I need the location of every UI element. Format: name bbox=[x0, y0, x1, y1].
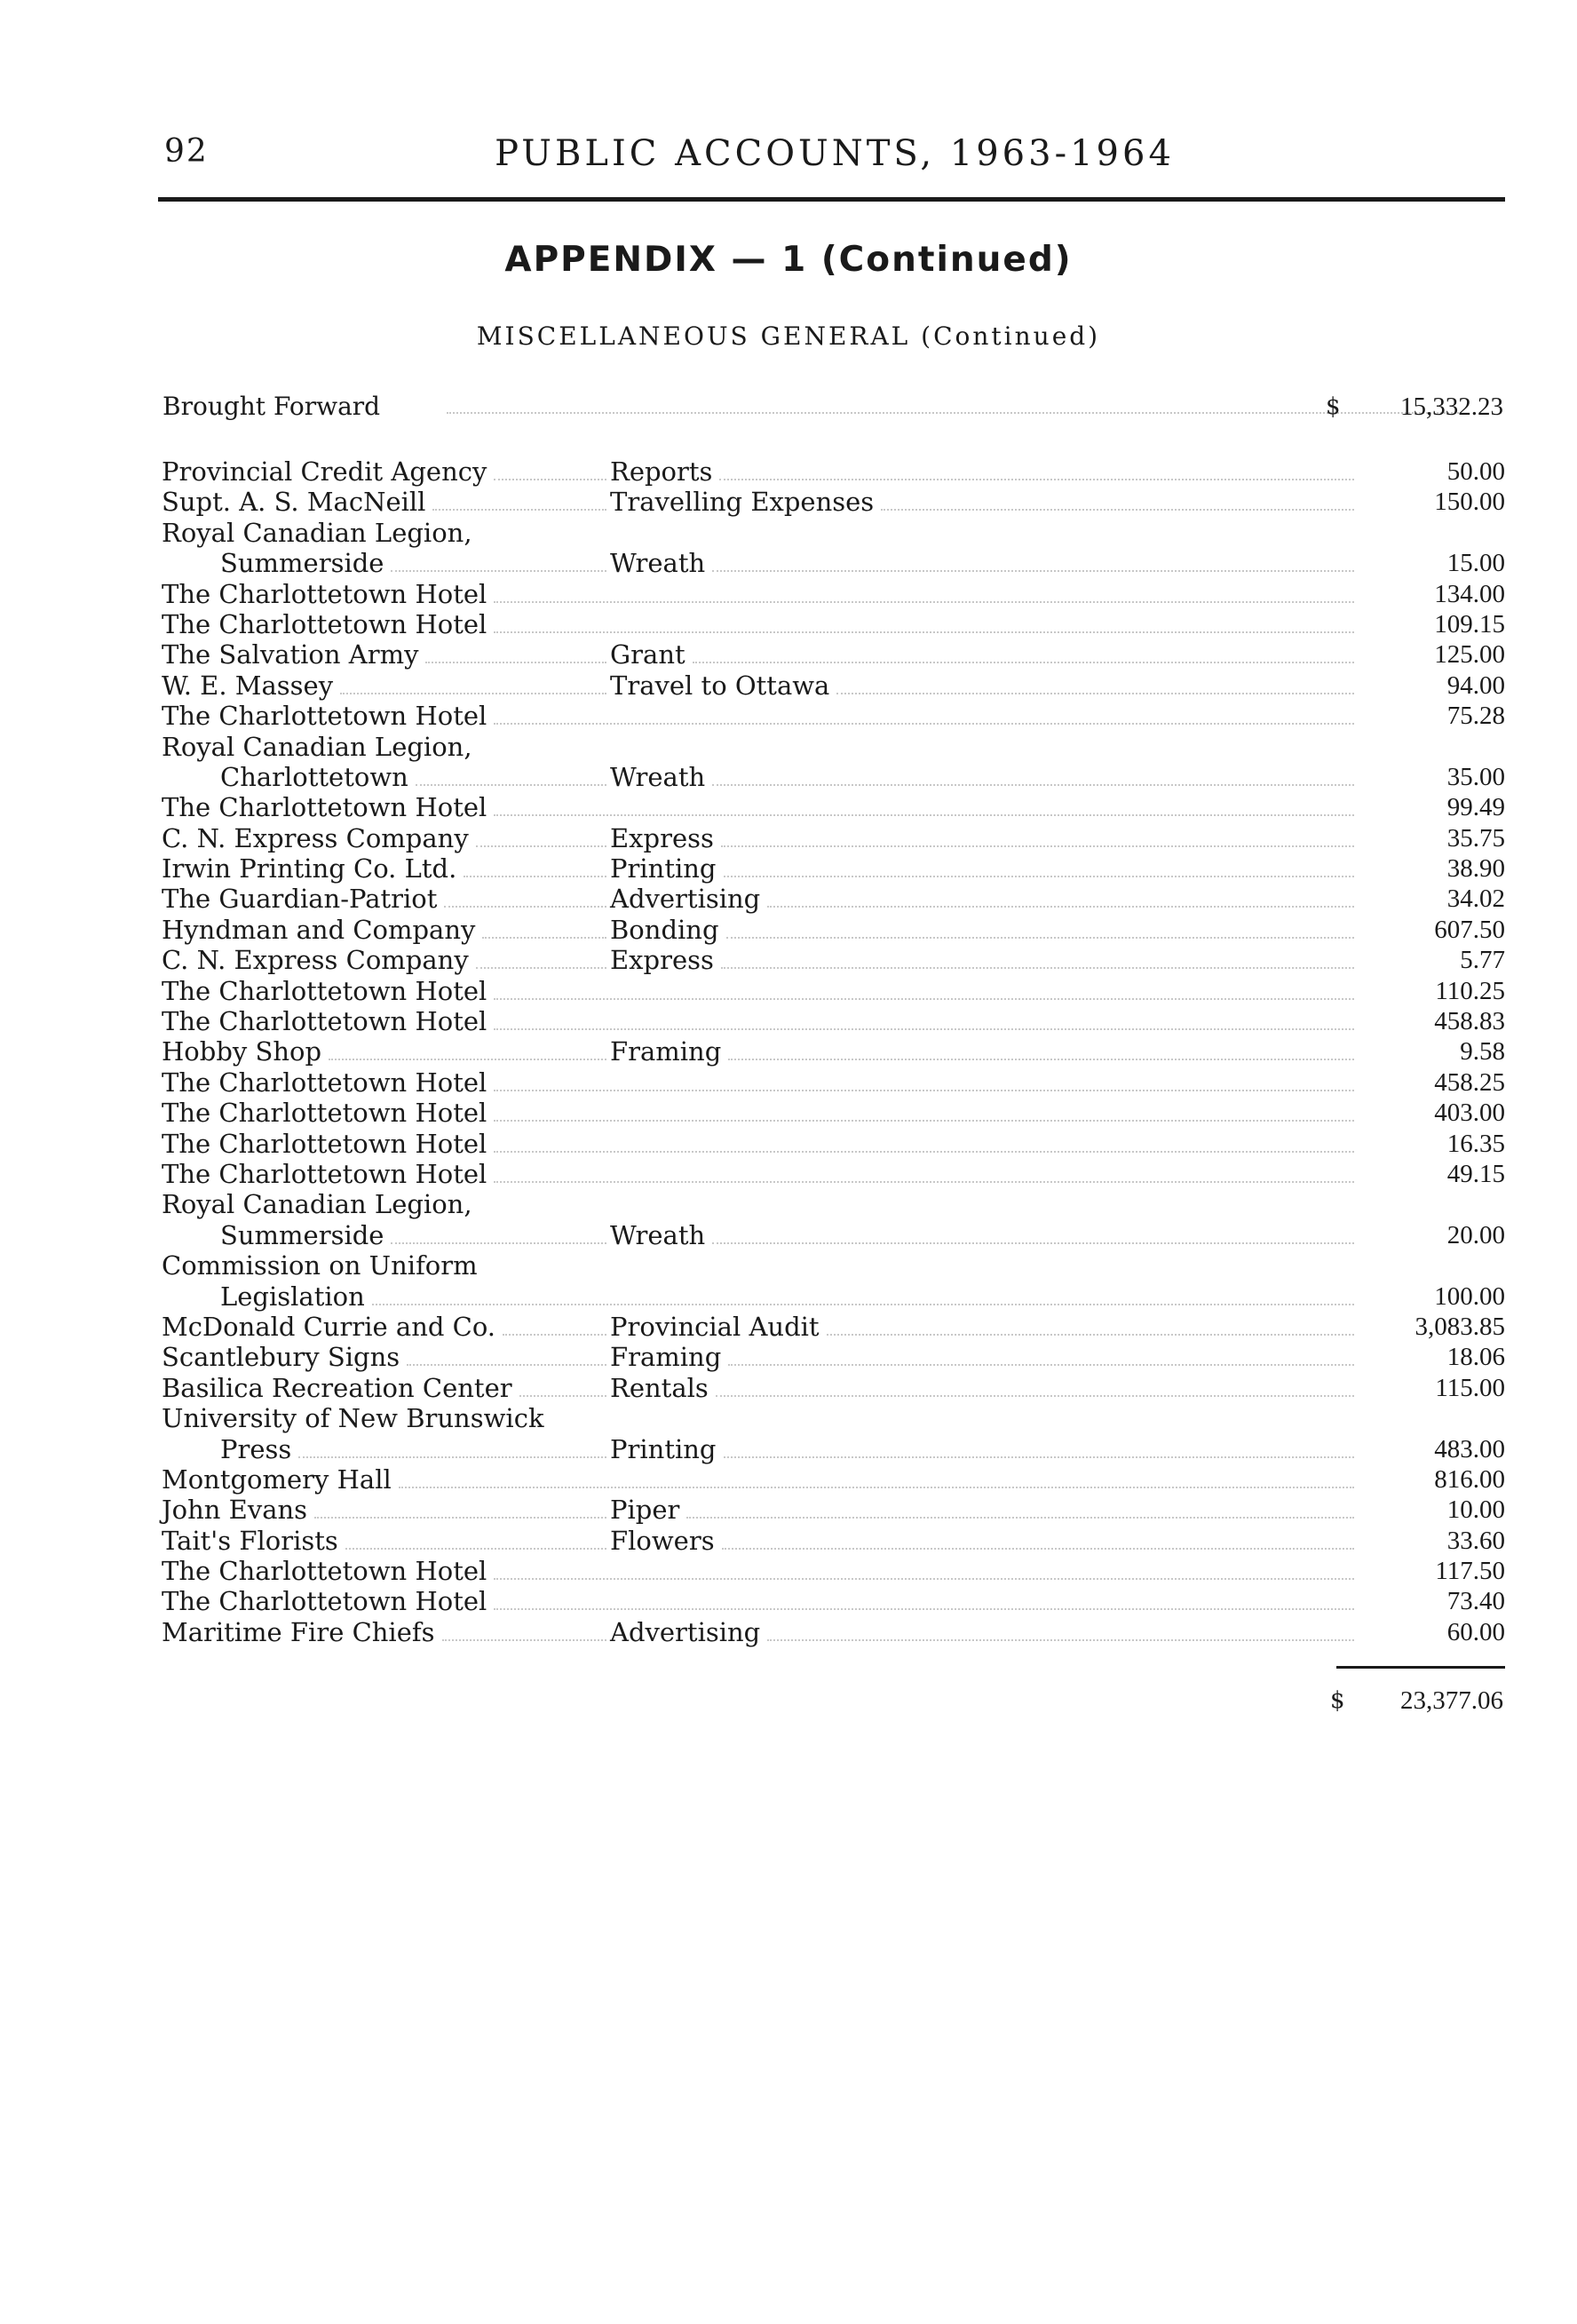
ledger-row bbox=[162, 823, 1505, 853]
payment-amount: 134.00 bbox=[1434, 579, 1505, 608]
ledger-table bbox=[162, 456, 1505, 1647]
page-header bbox=[164, 133, 1505, 186]
ledger-row bbox=[162, 1342, 1505, 1372]
leader-dots bbox=[476, 845, 606, 847]
brought-forward-row bbox=[162, 391, 1503, 423]
leader-dots bbox=[444, 906, 606, 908]
payment-purpose: Express bbox=[610, 945, 714, 976]
payee-name: University of New Brunswick bbox=[162, 1403, 544, 1434]
payment-amount: 458.25 bbox=[1434, 1067, 1505, 1097]
payment-amount: 60.00 bbox=[1446, 1617, 1505, 1646]
payee-name: Montgomery Hall bbox=[162, 1463, 392, 1495]
leader-dots bbox=[494, 1120, 1354, 1122]
currency-sign: $ bbox=[1330, 1687, 1345, 1714]
payee-name: Royal Canadian Legion, bbox=[162, 731, 472, 762]
payment-amount: 9.58 bbox=[1460, 1037, 1505, 1067]
payment-purpose: Printing bbox=[610, 853, 717, 884]
leader-dots bbox=[767, 906, 1354, 908]
payment-purpose: Flowers bbox=[610, 1525, 715, 1556]
payment-purpose: Wreath bbox=[610, 1219, 706, 1250]
payment-amount: 109.15 bbox=[1434, 609, 1505, 639]
payment-amount: 458.83 bbox=[1434, 1007, 1505, 1036]
ledger-row bbox=[162, 579, 1505, 609]
ledger-row bbox=[162, 1006, 1505, 1036]
leader-dots bbox=[712, 1242, 1354, 1244]
payment-amount: 115.00 bbox=[1435, 1373, 1505, 1402]
leader-dots bbox=[494, 1181, 1354, 1183]
ledger-row bbox=[162, 701, 1505, 731]
payment-amount: 100.00 bbox=[1434, 1281, 1505, 1311]
payee-name: The Charlottetown Hotel bbox=[162, 1586, 487, 1617]
leader-dots bbox=[494, 723, 1354, 725]
total-amount: 23,377.06 bbox=[1400, 1686, 1503, 1715]
ledger-row bbox=[162, 1067, 1505, 1098]
ledger-row bbox=[162, 1526, 1505, 1556]
leader-dots bbox=[728, 1059, 1354, 1060]
leader-dots bbox=[494, 1090, 1354, 1091]
leader-dots bbox=[494, 998, 1354, 1000]
ledger-row bbox=[162, 1159, 1505, 1189]
payee-name: Commission on Uniform bbox=[162, 1250, 478, 1281]
leader-dots bbox=[482, 937, 606, 939]
payment-purpose: Express bbox=[610, 822, 714, 853]
leader-dots bbox=[719, 479, 1354, 480]
ledger-row bbox=[162, 609, 1505, 639]
ledger-row bbox=[162, 518, 1505, 548]
ledger-row bbox=[162, 792, 1505, 822]
leader-dots bbox=[724, 876, 1354, 877]
header-rule bbox=[158, 197, 1505, 202]
payment-amount: 16.35 bbox=[1446, 1129, 1505, 1158]
payment-amount: 34.02 bbox=[1446, 884, 1505, 914]
payee-name: Maritime Fire Chiefs bbox=[162, 1616, 435, 1647]
leader-dots bbox=[432, 509, 606, 511]
payee-name: Hyndman and Company bbox=[162, 914, 476, 945]
payee-name: The Salvation Army bbox=[162, 639, 419, 670]
leader-dots bbox=[399, 1487, 1354, 1488]
total-rule bbox=[1336, 1666, 1505, 1669]
ledger-row bbox=[162, 456, 1505, 487]
ledger-row bbox=[162, 945, 1505, 975]
ledger-row bbox=[162, 487, 1505, 517]
leader-dots bbox=[494, 814, 1354, 816]
payment-amount: 117.50 bbox=[1435, 1557, 1505, 1586]
leader-dots bbox=[494, 1151, 1354, 1153]
payment-purpose: Wreath bbox=[610, 548, 706, 579]
ledger-row bbox=[162, 1495, 1505, 1525]
payment-purpose: Travelling Expenses bbox=[610, 487, 875, 518]
payee-name: C. N. Express Company bbox=[162, 822, 469, 853]
ledger-row bbox=[162, 976, 1505, 1006]
leader-dots bbox=[503, 1334, 606, 1336]
leader-dots bbox=[391, 1242, 606, 1244]
payment-purpose: Printing bbox=[610, 1433, 717, 1464]
payment-purpose: Travel to Ottawa bbox=[610, 670, 830, 701]
ledger-row bbox=[162, 732, 1505, 762]
ledger-row bbox=[162, 1464, 1505, 1495]
running-title: PUBLIC ACCOUNTS, 1963-1964 bbox=[495, 133, 1175, 174]
ledger-row bbox=[162, 1220, 1505, 1250]
ledger-row bbox=[162, 1373, 1505, 1403]
leader-dots bbox=[494, 601, 1354, 603]
payment-amount: 49.15 bbox=[1446, 1159, 1505, 1188]
leader-dots bbox=[407, 1364, 606, 1366]
payee-name: Scantlebury Signs bbox=[162, 1342, 400, 1373]
total-row bbox=[162, 1683, 1503, 1718]
ledger-row bbox=[162, 670, 1505, 701]
payment-purpose: Bonding bbox=[610, 914, 719, 945]
payment-amount: 5.77 bbox=[1460, 946, 1505, 975]
leader-dots bbox=[345, 1548, 606, 1550]
payment-purpose: Advertising bbox=[610, 1616, 761, 1647]
payee-name: The Charlottetown Hotel bbox=[162, 1158, 487, 1189]
leader-dots bbox=[724, 1456, 1354, 1458]
payment-amount: 94.00 bbox=[1446, 670, 1505, 700]
payment-amount: 483.00 bbox=[1434, 1434, 1505, 1463]
payee-name: Summerside bbox=[220, 1219, 384, 1250]
ledger-row bbox=[162, 884, 1505, 914]
leader-dots bbox=[712, 784, 1354, 786]
payee-name: John Evans bbox=[162, 1495, 308, 1526]
leader-dots bbox=[340, 693, 606, 694]
leader-dots bbox=[464, 876, 606, 877]
payee-name: The Charlottetown Hotel bbox=[162, 578, 487, 609]
ledger-row bbox=[162, 1281, 1505, 1312]
ledger-row bbox=[162, 1434, 1505, 1464]
brought-forward-amount: 15,332.23 bbox=[1400, 393, 1503, 421]
ledger-row bbox=[162, 1617, 1505, 1647]
payment-amount: 38.90 bbox=[1446, 854, 1505, 884]
ledger-row bbox=[162, 1250, 1505, 1281]
payee-name: The Charlottetown Hotel bbox=[162, 1067, 487, 1098]
payee-name: Royal Canadian Legion, bbox=[162, 1189, 472, 1220]
leader-dots bbox=[716, 1395, 1354, 1397]
payee-name: C. N. Express Company bbox=[162, 945, 469, 976]
payment-purpose: Rentals bbox=[610, 1372, 709, 1403]
leader-dots bbox=[881, 509, 1354, 511]
ledger-row bbox=[162, 1586, 1505, 1616]
currency-sign: $ bbox=[1326, 393, 1341, 420]
payee-name: The Charlottetown Hotel bbox=[162, 1098, 487, 1129]
leader-dots bbox=[721, 845, 1354, 847]
payee-name: The Charlottetown Hotel bbox=[162, 975, 487, 1006]
payment-purpose: Grant bbox=[610, 639, 685, 670]
payment-purpose: Framing bbox=[610, 1036, 722, 1067]
ledger-row bbox=[162, 1403, 1505, 1433]
payment-purpose: Wreath bbox=[610, 761, 706, 792]
payment-amount: 73.40 bbox=[1446, 1587, 1505, 1616]
payment-amount: 10.00 bbox=[1446, 1495, 1505, 1525]
ledger-row bbox=[162, 1036, 1505, 1067]
ledger-row bbox=[162, 1312, 1505, 1342]
payee-name: Supt. A. S. MacNeill bbox=[162, 487, 426, 518]
leader-dots bbox=[494, 1608, 1354, 1610]
payment-amount: 99.49 bbox=[1446, 793, 1505, 822]
payee-name: Hobby Shop bbox=[162, 1036, 322, 1067]
leader-dots bbox=[836, 693, 1354, 694]
payee-name: McDonald Currie and Co. bbox=[162, 1311, 496, 1342]
payment-amount: 18.06 bbox=[1446, 1343, 1505, 1372]
brought-forward-label: Brought Forward bbox=[162, 392, 381, 421]
payment-amount: 50.00 bbox=[1446, 457, 1505, 486]
leader-dots bbox=[693, 662, 1354, 663]
payee-name: Basilica Recreation Center bbox=[162, 1372, 512, 1403]
payee-name: The Charlottetown Hotel bbox=[162, 1128, 487, 1159]
payee-name: Press bbox=[220, 1433, 292, 1464]
leader-dots bbox=[494, 479, 606, 480]
ledger-row bbox=[162, 548, 1505, 578]
payment-amount: 75.28 bbox=[1446, 702, 1505, 731]
ledger-row bbox=[162, 915, 1505, 945]
payee-name: Irwin Printing Co. Ltd. bbox=[162, 853, 457, 884]
page-number: 92 bbox=[164, 133, 209, 170]
payment-amount: 33.60 bbox=[1446, 1526, 1505, 1555]
leader-dots bbox=[726, 937, 1354, 939]
payment-purpose: Provincial Audit bbox=[610, 1311, 820, 1342]
payee-name: The Charlottetown Hotel bbox=[162, 608, 487, 639]
payment-amount: 403.00 bbox=[1434, 1099, 1505, 1128]
leader-dots bbox=[391, 570, 606, 572]
ledger-row bbox=[162, 1556, 1505, 1586]
ledger-row bbox=[162, 1129, 1505, 1159]
payee-name: Charlottetown bbox=[220, 761, 408, 792]
ledger-row bbox=[162, 1098, 1505, 1128]
payment-purpose: Advertising bbox=[610, 884, 761, 915]
leader-dots bbox=[712, 570, 1354, 572]
payee-name: The Charlottetown Hotel bbox=[162, 701, 487, 732]
payment-amount: 3,083.85 bbox=[1415, 1312, 1505, 1341]
leader-dots bbox=[827, 1334, 1354, 1336]
leader-dots bbox=[298, 1456, 606, 1458]
ledger-row bbox=[162, 853, 1505, 884]
appendix-title: APPENDIX — 1 (Continued) bbox=[504, 240, 1073, 280]
payee-name: The Charlottetown Hotel bbox=[162, 1556, 487, 1587]
payee-name: Tait's Florists bbox=[162, 1525, 338, 1556]
payee-name: The Charlottetown Hotel bbox=[162, 1006, 487, 1037]
leader-dots bbox=[722, 1548, 1354, 1550]
payment-purpose: Reports bbox=[610, 456, 713, 487]
leader-dots bbox=[519, 1395, 606, 1397]
section-title: MISCELLANEOUS GENERAL (Continued) bbox=[476, 321, 1101, 351]
payment-amount: 607.50 bbox=[1434, 915, 1505, 944]
leader-dots bbox=[314, 1517, 606, 1519]
payment-purpose: Framing bbox=[610, 1342, 722, 1373]
leader-dots bbox=[494, 631, 1354, 633]
payee-name: Royal Canadian Legion, bbox=[162, 517, 472, 548]
payment-amount: 125.00 bbox=[1434, 640, 1505, 670]
leader-dots bbox=[372, 1304, 1354, 1305]
ledger-row bbox=[162, 639, 1505, 670]
payment-amount: 35.00 bbox=[1446, 762, 1505, 791]
leader-dots bbox=[686, 1517, 1354, 1519]
payment-amount: 20.00 bbox=[1446, 1220, 1505, 1249]
payee-name: Provincial Credit Agency bbox=[162, 456, 487, 487]
payment-amount: 15.00 bbox=[1446, 549, 1505, 578]
leader-dots bbox=[425, 662, 606, 663]
leader-dots bbox=[728, 1364, 1354, 1366]
payee-name: Summerside bbox=[220, 548, 384, 579]
payee-name: W. E. Massey bbox=[162, 670, 334, 701]
leader-dots bbox=[494, 1578, 1354, 1580]
payment-purpose: Piper bbox=[610, 1495, 680, 1526]
leader-dots bbox=[476, 967, 606, 969]
leader-dots bbox=[329, 1059, 606, 1060]
leader-dots bbox=[442, 1639, 606, 1641]
payment-amount: 35.75 bbox=[1446, 823, 1505, 853]
leader-dots bbox=[721, 967, 1354, 969]
ledger-row bbox=[162, 762, 1505, 792]
leader-dots bbox=[494, 1028, 1354, 1030]
payment-amount: 816.00 bbox=[1434, 1464, 1505, 1494]
leader-dots bbox=[416, 784, 606, 786]
payee-name: Legislation bbox=[220, 1281, 365, 1312]
leader-dots bbox=[767, 1639, 1354, 1641]
payment-amount: 110.25 bbox=[1435, 976, 1505, 1005]
leader-dots bbox=[447, 412, 1459, 414]
payee-name: The Guardian-Patriot bbox=[162, 884, 438, 915]
payee-name: The Charlottetown Hotel bbox=[162, 792, 487, 823]
payment-amount: 150.00 bbox=[1434, 488, 1505, 517]
ledger-row bbox=[162, 1189, 1505, 1219]
